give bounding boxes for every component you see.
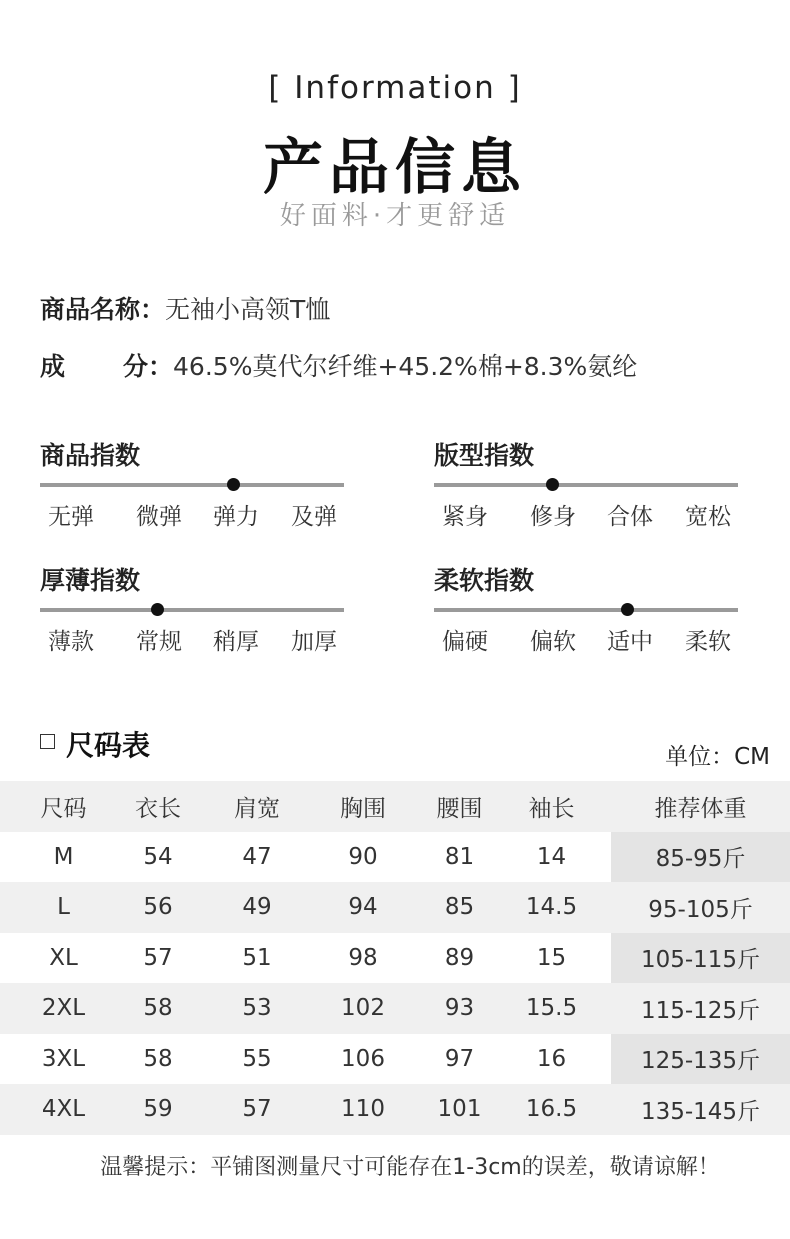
size-table — [0, 781, 790, 1135]
cell-chest: 90 — [348, 843, 378, 870]
cell-shoulder: 57 — [242, 1096, 272, 1123]
cell-waist: 93 — [444, 995, 475, 1022]
cell-waist: 101 — [437, 1096, 482, 1123]
checkbox-square-icon — [40, 734, 55, 749]
index-option: 弹力 — [213, 504, 259, 530]
index-option: 适中 — [607, 629, 653, 655]
header-length: 衣长 — [135, 795, 181, 822]
cell-length: 56 — [143, 894, 173, 921]
index-option: 修身 — [530, 504, 576, 530]
cell-chest: 94 — [348, 894, 378, 921]
table-row — [0, 983, 790, 1034]
index-marker — [151, 603, 164, 616]
index-thickness — [40, 561, 345, 661]
header-size: 尺码 — [40, 795, 87, 822]
page-subtitle: 好面料·才更舒适 — [279, 201, 511, 231]
cell-length: 54 — [143, 843, 173, 870]
size-table-title: 尺码表 — [66, 729, 151, 762]
index-marker — [621, 603, 634, 616]
cell-shoulder: 53 — [242, 995, 272, 1022]
cell-waist: 97 — [444, 1045, 475, 1072]
index-title: 商品指数 — [40, 441, 141, 470]
index-track — [40, 483, 344, 487]
unit-label: 单位：CM — [665, 744, 770, 770]
index-marker — [546, 478, 559, 491]
index-option: 及弹 — [291, 504, 337, 530]
composition-label-2: 分： — [123, 352, 174, 381]
measurement-note: 温馨提示：平铺图测量尺寸可能存在1-3cm的误差，敬请谅解！ — [100, 1155, 720, 1180]
cell-length: 58 — [143, 1045, 173, 1072]
index-option: 偏硬 — [442, 629, 488, 655]
cell-weight: 85-95斤 — [655, 846, 746, 873]
cell-waist: 85 — [444, 894, 475, 921]
header-chest: 胸围 — [340, 795, 386, 822]
index-option: 合体 — [607, 504, 653, 530]
table-row — [0, 832, 790, 883]
index-title: 柔软指数 — [434, 566, 535, 595]
cell-shoulder: 49 — [242, 894, 272, 921]
index-track — [40, 608, 344, 612]
header-shoulder: 肩宽 — [234, 795, 280, 822]
cell-size: M — [53, 843, 74, 870]
index-option: 薄款 — [48, 629, 94, 655]
cell-sleeve: 16 — [536, 1045, 567, 1072]
page-title: 产品信息 — [263, 133, 527, 203]
composition-value: 46.5%莫代尔纤维+45.2%棉+8.3%氨纶 — [173, 352, 638, 381]
index-softness — [434, 561, 739, 661]
index-track — [434, 483, 738, 487]
index-fit — [434, 436, 739, 536]
cell-size: L — [57, 894, 70, 921]
cell-length: 59 — [143, 1096, 173, 1123]
cell-size: XL — [49, 944, 78, 971]
cell-chest: 98 — [348, 944, 378, 971]
table-row — [0, 882, 790, 933]
section-eyebrow: [ Information ] — [268, 70, 522, 106]
cell-chest: 102 — [341, 995, 385, 1022]
table-row — [0, 1084, 790, 1135]
cell-size: 3XL — [41, 1045, 86, 1072]
cell-weight: 135-145斤 — [640, 1098, 761, 1125]
composition-label-1: 成 — [40, 352, 66, 381]
table-header-row — [0, 781, 790, 832]
header-waist: 腰围 — [436, 795, 483, 822]
table-row — [0, 1034, 790, 1085]
cell-length: 57 — [143, 944, 173, 971]
cell-chest: 106 — [341, 1045, 385, 1072]
cell-sleeve: 15 — [536, 944, 567, 971]
cell-waist: 89 — [444, 944, 475, 971]
cell-sleeve: 14 — [536, 843, 567, 870]
product-name-label: 商品名称： — [40, 295, 166, 324]
cell-weight: 105-115斤 — [640, 947, 761, 974]
index-elasticity — [40, 436, 345, 536]
cell-shoulder: 55 — [242, 1045, 272, 1072]
index-option: 稍厚 — [213, 629, 259, 655]
index-track — [434, 608, 738, 612]
index-option: 偏软 — [530, 629, 576, 655]
cell-weight: 125-135斤 — [640, 1048, 761, 1075]
cell-waist: 81 — [444, 843, 475, 870]
cell-sleeve: 15.5 — [525, 995, 578, 1022]
index-option: 紧身 — [442, 504, 488, 530]
cell-weight: 115-125斤 — [640, 997, 761, 1024]
index-title: 厚薄指数 — [40, 566, 141, 595]
product-name-line — [40, 290, 330, 326]
index-option: 无弹 — [48, 504, 94, 530]
index-title: 版型指数 — [434, 441, 535, 470]
cell-shoulder: 51 — [242, 944, 272, 971]
cell-size: 4XL — [41, 1096, 86, 1123]
product-name-value: 无袖小高领T恤 — [165, 295, 331, 324]
cell-shoulder: 47 — [242, 843, 272, 870]
header-weight: 推荐体重 — [654, 795, 747, 822]
composition-line — [40, 347, 637, 383]
index-option: 常规 — [136, 629, 182, 655]
index-option: 微弹 — [136, 504, 182, 530]
index-option: 加厚 — [291, 629, 337, 655]
cell-weight: 95-105斤 — [648, 896, 753, 923]
cell-sleeve: 16.5 — [525, 1096, 578, 1123]
table-row — [0, 933, 790, 984]
index-option: 柔软 — [685, 629, 731, 655]
cell-size: 2XL — [41, 995, 86, 1022]
index-option: 宽松 — [685, 504, 731, 530]
header-sleeve: 袖长 — [528, 795, 575, 822]
cell-length: 58 — [143, 995, 173, 1022]
cell-chest: 110 — [341, 1096, 385, 1123]
cell-sleeve: 14.5 — [525, 894, 578, 921]
index-marker — [227, 478, 240, 491]
